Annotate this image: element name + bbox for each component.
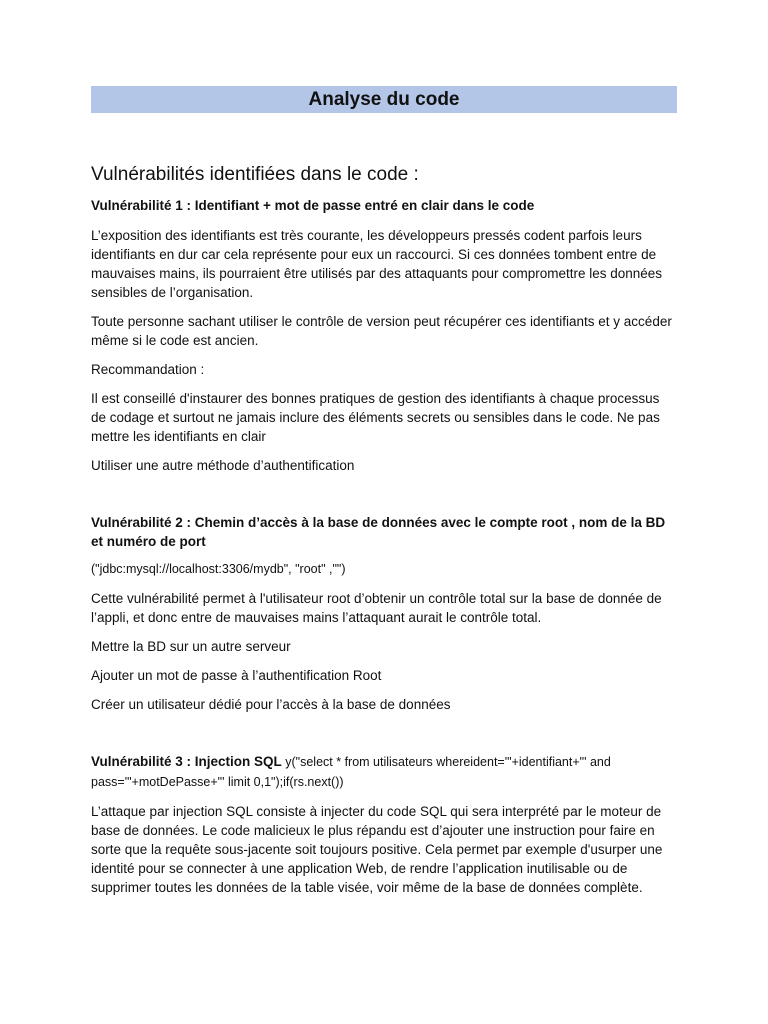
vuln1-recommendation-text: Il est conseillé d'instaurer des bonnes pratiques de gestion des identifiants à chaque processus de codage et surtout ne jamais inclure des éléments secrets ou sensibles dans le code. Ne pas mettre les identifiants en clair [91,391,660,444]
vuln3-code: y("select * from utilisateurs whereident='"+identifiant+"' and pass='"+motDePasse+"' limit 0,1");if(rs.next()) [91,755,611,789]
vuln1-paragraph-1: L’exposition des identifiants est très courante, les développeurs pressés codent parfois leurs identifiants en dur car cela représente pour eux un raccourci. Si ces données tombent entre de mauvaises mains, ils pourraient être utilisés par des attaquants pour compromettre les données sensibles de l’organisation. [91,228,663,300]
vuln2-title: Vulnérabilité 2 : Chemin d’accès à la base de données avec le compte root , nom de la BD et numéro de port [91,515,666,549]
vuln2-paragraph-1: Cette vulnérabilité permet à l'utilisateur root d’obtenir un contrôle total sur la base de donnée de l’appli, et donc entre de mauvaises mains l’attaquant aurait le contrôle total. [91,591,662,625]
vuln3-heading-line [91,752,677,792]
vuln1-title: Vulnérabilité 1 : Identifiant + mot de passe entré en clair dans le code [91,198,535,213]
vuln1-paragraph-2: Toute personne sachant utiliser le contrôle de version peut récupérer ces identifiants et y accéder même si le code est ancien. [91,314,672,348]
vuln2-recommendation-3: Créer un utilisateur dédié pour l’accès à la base de données [91,697,451,712]
vuln1-recommendation-label: Recommandation : [91,362,205,377]
vuln2-code: ("jdbc:mysql://localhost:3306/mydb", "root" ,"") [91,562,346,576]
vuln3-paragraph-1: L’attaque par injection SQL consiste à injecter du code SQL qui sera interprété par le moteur de base de données. Le code malicieux le plus répandu est d’ajouter une instruction pour faire en sorte que la requête sous-jacente soit toujours positive. Cela permet par exemple d'usurper une identité pour se connecter à une application Web, de rendre l’application inutilisable ou de supprimer toutes les données de la table visée, voir même de la base de données complète. [91,804,663,895]
vuln3-title: Vulnérabilité 3 : Injection SQL [91,754,282,769]
vuln2-recommendation-1: Mettre la BD sur un autre serveur [91,639,291,654]
vuln2-recommendation-2: Ajouter un mot de passe à l’authentification Root [91,668,382,683]
vuln1-recommendation-alt: Utiliser une autre méthode d’authentification [91,458,355,473]
section-heading: Vulnérabilités identifiées dans le code : [91,164,419,185]
document-title: Analyse du code [91,86,677,113]
